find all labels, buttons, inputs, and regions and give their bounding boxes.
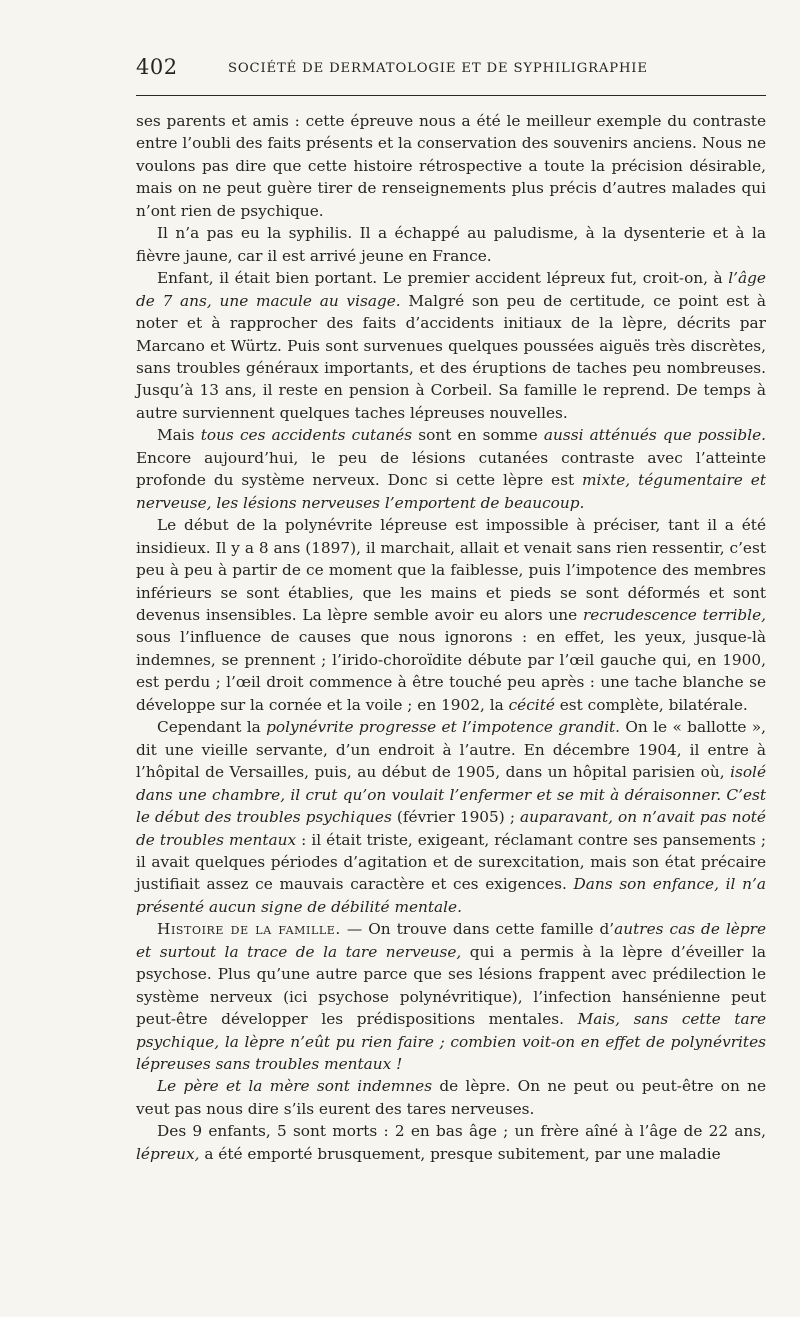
paragraph-text: ses parents et amis : cette épreuve nous a été le meilleur exemple du contraste entre l’oubli des faits présents et la conservation des souvenirs anciens. Nous ne voulons pas dire que cette histoire rétrospective a toute la précision désirable, mais on ne peut guère tirer de renseignements plus précis d’autres malades qui n’ont rien de psychique. [136, 112, 766, 220]
paragraph-cutaneous [136, 424, 766, 514]
page-number: 402 [136, 55, 178, 79]
text-run: sous l’influence de causes que nous ignorons : en effet, les yeux, jusque-là indemnes, se prennent ; l’irido-choroïdite débute par l’œil gauche qui, en 1900, est perdu ; l’œil droit commence à être touché peu après : une tache blanche se développe sur la cornée et la voile ; en 1902, la [136, 628, 766, 714]
paragraph-progression [136, 716, 766, 918]
running-title: SOCIÉTÉ DE DERMATOLOGIE ET DE SYPHILIGRAPHIE [228, 61, 648, 76]
text-run: Des 9 enfants, 5 sont morts : 2 en bas âge ; un frère aîné à l’âge de 22 ans, [157, 1122, 766, 1141]
italic-run: l’âge de 7 ans, une macule au visage. [136, 269, 766, 310]
text-run: Malgré son peu de certitude, ce point est à noter et à rapprocher des faits d’accidents initiaux de la lèpre, décrits par Marcano et Würtz. Puis sont survenues quelques poussées aiguës très discrètes, sans troubles généraux importants, et des éruptions de taches peu nombreuses. Jusqu’à 13 ans, il reste en pension à Corbeil. Sa famille le reprend. De temps à autre surviennent quelques taches lépreuses nouvelles. [136, 291, 766, 422]
text-run: — On trouve dans cette famille d’ [340, 920, 615, 939]
text-run: a été emporté brusquement, presque subitement, par une maladie [199, 1144, 721, 1163]
text-run: Enfant, il était bien portant. Le premier accident lépreux fut, croit-on, à [157, 269, 729, 288]
paragraph-parents [136, 110, 766, 222]
italic-run: autres cas de lèpre et surtout la trace de la tare nerveuse, [136, 920, 767, 961]
header-rule [136, 95, 766, 96]
italic-run: tous ces accidents cutanés [200, 426, 413, 445]
page-header [136, 55, 766, 83]
italic-run: lépreux, [136, 1144, 200, 1163]
text-run: Le début de la polynévrite lépreuse est impossible à préciser, tant il a été insidieux. Il y a 8 ans (1897), il marchait, allait et venait sans rien ressentir, c’est peu à peu à partir de ce moment que la faiblesse, puis l’impotence des membres inférieurs se sont établies, que les mains et pieds se sont déformés et sont devenus insensibles. La lèpre semble avoir eu alors une [136, 516, 766, 624]
text-run: sont en somme [412, 426, 544, 445]
text-run: Mais [157, 426, 201, 445]
paragraph-siblings [136, 1120, 766, 1165]
paragraph-childhood [136, 267, 766, 424]
text-run: de lèpre. On ne peut ou peut-être on ne veut pas nous dire s’ils eurent des tares nerveuses. [136, 1077, 766, 1118]
italic-run: cécité [508, 695, 555, 714]
section-heading: Histoire de la famille. [157, 920, 341, 939]
italic-run: Mais, sans cette tare psychique, la lèpre n’eût pu rien faire ; combien voit-on en effet de polynévrites lépreuses sans troubles mentaux ! [136, 1010, 766, 1074]
text-run: Encore aujourd’hui, le peu de lésions cutanées contraste avec l’atteinte profonde du système nerveux. Donc si cette lèpre est [136, 448, 766, 490]
text-run: (février 1905) ; [391, 808, 521, 827]
italic-run: isolé dans une chambre, il crut qu’on voulait l’enfermer et se mit à déraisonner. C’est le début des troubles psychiques [136, 763, 766, 827]
italic-run: Le père et la mère sont indemnes [157, 1077, 433, 1096]
paragraph-parents-health [136, 1075, 766, 1120]
paragraph-family-history [136, 918, 766, 1075]
text-run: On le « ballotte », dit une vieille servante, d’un endroit à l’autre. En décembre 1904, il entre à l’hôpital de Versailles, puis, au début de 1905, dans un hôpital parisien où, [136, 718, 766, 782]
text-run: : il était triste, exigeant, réclamant contre ses pansements ; il avait quelques périodes d’agitation et de surexcitation, mais son état précaire justifiait assez ce mauvais caractère et ces exigences. [136, 830, 766, 894]
italic-run: polynévrite progresse et l’impotence grandit. [266, 718, 621, 737]
italic-run: mixte, tégumentaire et nerveuse, les lésions nerveuses l’emportent de beaucoup. [136, 471, 766, 512]
text-run: Cependant la [157, 718, 267, 737]
italic-run: recrudescence terrible, [582, 605, 766, 624]
italic-run: aussi atténués que possible. [543, 426, 767, 445]
paragraph-text: Il n’a pas eu la syphilis. Il a échappé au paludisme, à la dysenterie et à la fièvre jaune, car il est arrivé jeune en France. [136, 224, 766, 265]
italic-run: auparavant, on n’avait pas noté de troubles mentaux [136, 808, 766, 849]
text-run: qui a permis à la lèpre d’éveiller la psychose. Plus qu’une autre parce que ses lésions frappent avec prédilection le système nerveux (ici psychose polynévritique), l’infection hansénienne peut peut-être développer les prédispositions mentales. [136, 942, 766, 1029]
paragraph-polyneuritis [136, 514, 766, 716]
italic-run: Dans son enfance, il n’a présenté aucun signe de débilité mentale. [136, 875, 766, 916]
page-body [136, 110, 766, 1165]
text-run: est complète, bilatérale. [554, 695, 748, 714]
paragraph-syphilis [136, 222, 766, 267]
